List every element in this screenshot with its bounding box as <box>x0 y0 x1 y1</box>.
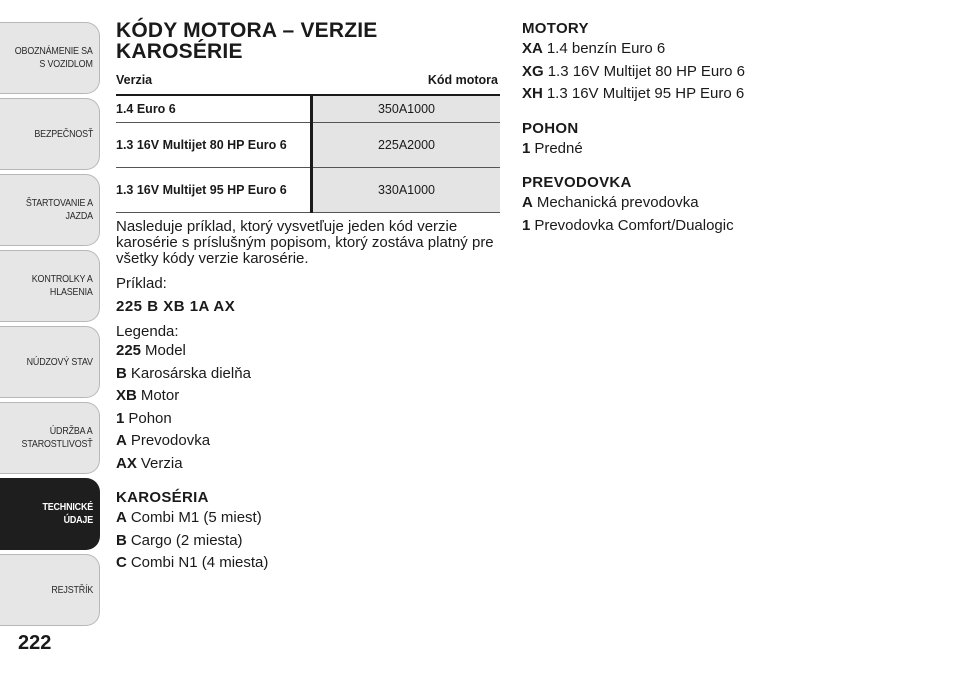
legend-key: 1 <box>116 409 125 427</box>
left-column <box>116 20 500 575</box>
legend-value: Pohon <box>128 409 172 427</box>
legend-item <box>116 385 500 408</box>
item-value: Mechanická prevodovka <box>536 194 699 211</box>
item-key: 1 <box>522 216 531 234</box>
right-column <box>522 20 822 237</box>
section-heading-motory: MOTORY <box>522 20 589 37</box>
item-key: A <box>522 194 533 211</box>
motory-section <box>522 20 822 106</box>
legend-item <box>116 453 500 476</box>
legend-key: B <box>116 364 127 382</box>
version-cell: 1.4 Euro 6 <box>116 95 312 123</box>
item-key: XA <box>522 40 543 57</box>
example-label: Príklad: <box>116 275 167 292</box>
tab-kontrolky[interactable] <box>0 250 100 322</box>
list-item <box>522 192 822 215</box>
tab-label: REJSTŘÍK <box>51 583 93 596</box>
item-key: XG <box>522 62 544 80</box>
list-item <box>522 38 822 61</box>
section-heading-pohon: POHON <box>522 119 579 137</box>
page-title-line1: KÓDY MOTORA – VERZIE <box>116 19 378 42</box>
prevodovka-section <box>522 174 822 237</box>
tab-bezpecnost[interactable] <box>0 98 100 170</box>
page-number: 222 <box>18 632 52 654</box>
section-heading-prevodovka: PREVODOVKA <box>522 174 632 191</box>
list-item <box>522 138 822 161</box>
engine-code-table <box>116 68 500 213</box>
legend-value: Model <box>145 342 186 359</box>
list-item <box>522 83 822 106</box>
item-value: 1.3 16V Multijet 80 HP Euro 6 <box>547 62 746 80</box>
legend-list <box>116 340 500 475</box>
legend-value: Verzia <box>140 454 183 472</box>
tab-label: BEZPEČNOSŤ <box>34 127 93 140</box>
tab-nudzovy-stav[interactable] <box>0 326 100 398</box>
version-cell: 1.3 16V Multijet 80 HP Euro 6 <box>116 123 312 168</box>
table-row <box>116 168 500 213</box>
column-header-engine-code: Kód motora <box>312 68 501 95</box>
legend-value: Prevodovka <box>130 432 211 449</box>
engine-code-cell: 350A1000 <box>312 95 501 123</box>
tab-startovanie[interactable] <box>0 174 100 246</box>
list-item <box>116 552 500 575</box>
list-item <box>116 507 500 530</box>
tab-label: TECHNICKÉ ÚDAJE <box>42 501 93 526</box>
item-value: 1.4 benzín Euro 6 <box>546 40 666 57</box>
list-item <box>116 530 500 553</box>
item-value: 1.3 16V Multijet 95 HP Euro 6 <box>546 85 745 102</box>
item-key: C <box>116 554 127 571</box>
tab-rejstrik[interactable] <box>0 554 100 626</box>
tab-label: KONTROLKY A HLASENIA <box>32 273 93 298</box>
page-title <box>116 20 500 62</box>
legend-value: Motor <box>140 387 180 404</box>
table-row <box>116 95 500 123</box>
tab-udrzba[interactable] <box>0 402 100 474</box>
item-key: XH <box>522 85 543 102</box>
table-row <box>116 123 500 168</box>
legend-value: Karosárska dielňa <box>130 364 251 382</box>
column-header-version: Verzia <box>116 68 312 95</box>
engine-code-cell: 225A2000 <box>312 123 501 168</box>
table-header-row <box>116 68 500 95</box>
item-key: A <box>116 509 127 526</box>
legend-key: AX <box>116 454 137 472</box>
example-code: 225 B XB 1A AX <box>116 298 236 315</box>
legend-item <box>116 408 500 431</box>
legend-key: 225 <box>116 342 142 359</box>
tab-label: ÚDRŽBA A STAROSTLIVOSŤ <box>21 425 93 450</box>
item-value: Combi N1 (4 miesta) <box>130 554 269 571</box>
intro-paragraph: Nasleduje príklad, ktorý vysvetľuje jeden kód verzie karosérie s príslušným popisom, ktorý zostáva platný pre všetky kódy verzie karosérie. <box>116 218 494 267</box>
tab-technicke-udaje[interactable] <box>0 478 100 550</box>
pohon-section <box>522 120 822 161</box>
legend-item <box>116 363 500 386</box>
tab-oboznamenie[interactable] <box>0 22 100 94</box>
karoseria-section <box>116 489 500 575</box>
legend-key: XB <box>116 387 137 404</box>
section-heading-karoseria: KAROSÉRIA <box>116 489 209 506</box>
list-item <box>522 61 822 84</box>
item-value: Combi M1 (5 miest) <box>130 509 262 526</box>
tab-label: OBOZNÁMENIE SA S VOZIDLOM <box>15 45 93 70</box>
legend-key: A <box>116 432 127 449</box>
page-title-line2: KAROSÉRIE <box>116 40 243 63</box>
version-cell: 1.3 16V Multijet 95 HP Euro 6 <box>116 168 312 213</box>
legend-label: Legenda: <box>116 323 179 340</box>
tab-label: NÚDZOVÝ STAV <box>26 355 93 368</box>
tab-label: ŠTARTOVANIE A JAZDA <box>25 197 93 222</box>
item-value: Predné <box>534 139 583 157</box>
engine-code-cell: 330A1000 <box>312 168 501 213</box>
list-item <box>522 215 822 238</box>
item-key: B <box>116 531 127 549</box>
legend-item <box>116 340 500 363</box>
legend-item <box>116 430 500 453</box>
item-value: Cargo (2 miesta) <box>130 531 243 549</box>
item-value: Prevodovka Comfort/Dualogic <box>534 216 734 234</box>
item-key: 1 <box>522 139 531 157</box>
